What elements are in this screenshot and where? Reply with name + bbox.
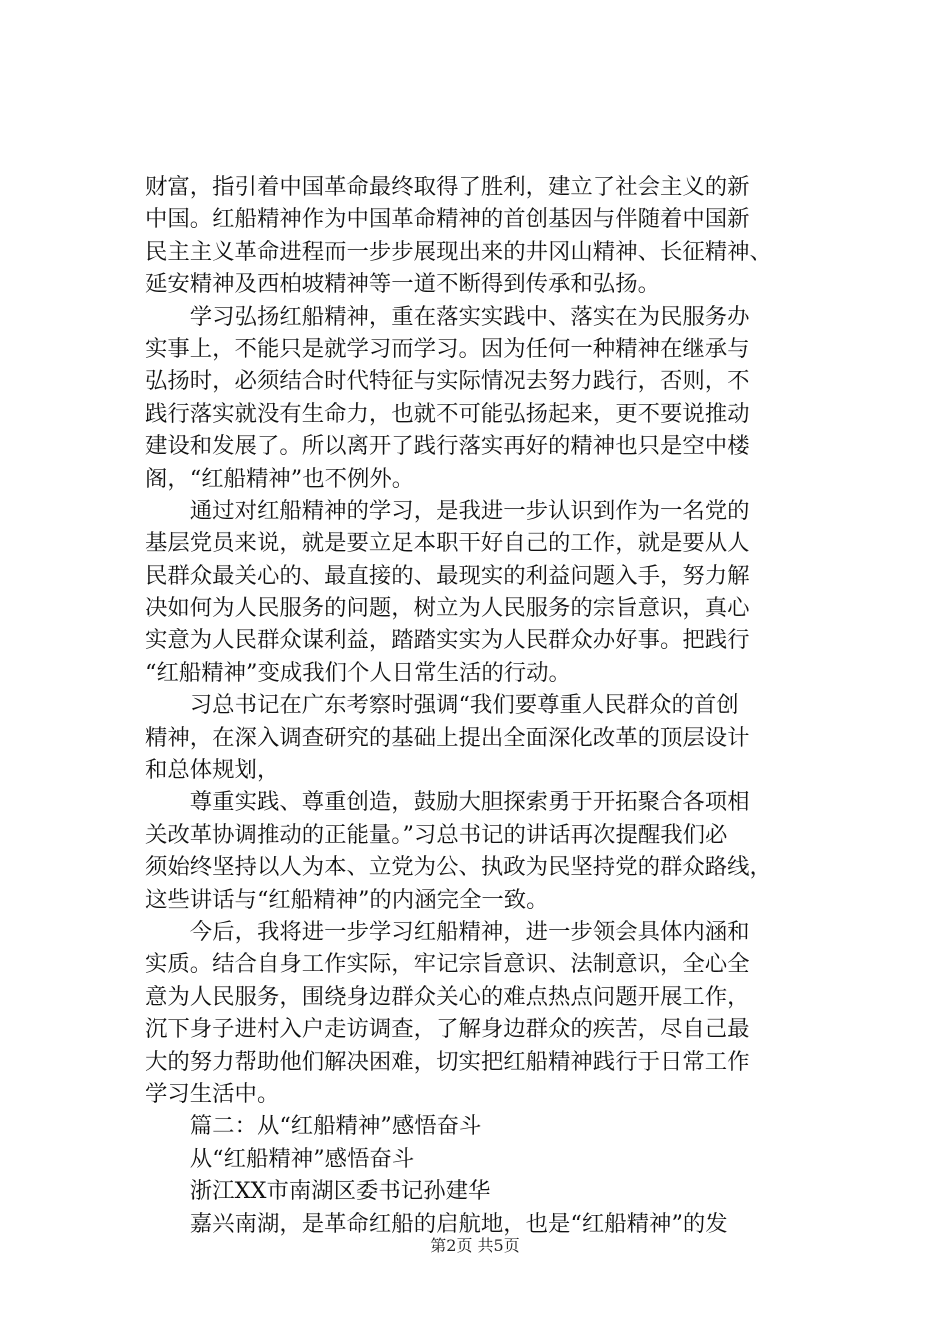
- text-line: 沉下身子进村入户走访调查，了解身边群众的疾苦，尽自己最: [145, 1016, 750, 1043]
- text-line: 基层党员来说，就是要立足本职干好自己的工作，就是要从人: [145, 530, 750, 557]
- text-line: 实事上，不能只是就学习而学习。因为任何一种精神在继承与: [145, 335, 750, 362]
- text-line: 实质。结合自身工作实际，牢记宗旨意识、法制意识，全心全: [145, 951, 750, 978]
- text-line: 学习弘扬红船精神，重在落实实践中、落实在为民服务办: [189, 303, 750, 330]
- text-line: 建设和发展了。所以离开了践行落实再好的精神也只是空中楼: [145, 433, 750, 460]
- text-line: 须始终坚持以人为本、立党为公、执政为民坚持党的群众路线，: [145, 854, 772, 881]
- text-line: 嘉兴南湖，是革命红船的启航地，也是“红船精神”的发: [189, 1210, 728, 1237]
- text-line: 意为人民服务，围绕身边群众关心的难点热点问题开展工作，: [145, 983, 750, 1010]
- text-line: 习总书记在广东考察时强调“我们要尊重人民群众的首创: [189, 692, 739, 719]
- text-line: 决如何为人民服务的问题，树立为人民服务的宗旨意识，真心: [145, 595, 750, 622]
- text-line: 篇二：从“红船精神”感悟奋斗: [189, 1113, 482, 1140]
- document-body: [145, 171, 817, 1240]
- text-line: 大的努力帮助他们解决困难，切实把红船精神践行于日常工作: [145, 1048, 750, 1075]
- text-line: 尊重实践、尊重创造，鼓励大胆探索勇于开拓聚合各项相: [189, 789, 750, 816]
- text-line: 关改革协调推动的正能量。”习总书记的讲话再次提醒我们必: [145, 821, 728, 848]
- page-footer: 第2页 共5页: [430, 1236, 520, 1255]
- text-line: 从“红船精神”感悟奋斗: [189, 1145, 415, 1172]
- text-line: 浙江XX市南湖区委书记孙建华: [189, 1178, 491, 1205]
- text-line: 践行落实就没有生命力，也就不可能弘扬起来，更不要说推动: [145, 400, 750, 427]
- text-line: 通过对红船精神的学习，是我进一步认识到作为一名党的: [189, 497, 750, 524]
- text-line: 今后，我将进一步学习红船精神，进一步领会具体内涵和: [189, 918, 750, 945]
- text-line: 财富，指引着中国革命最终取得了胜利，建立了社会主义的新: [145, 174, 750, 200]
- text-line: 和总体规划，: [145, 757, 280, 784]
- text-line: 延安精神及西柏坡精神等一道不断得到传承和弘扬。: [145, 271, 660, 298]
- text-line: 这些讲话与“红船精神”的内涵完全一致。: [145, 886, 549, 913]
- text-line: 实意为人民群众谋利益，踏踏实实为人民群众办好事。把践行: [145, 627, 750, 654]
- text-line: “红船精神”变成我们个人日常生活的行动。: [145, 659, 571, 686]
- text-line: 阁，“红船精神”也不例外。: [145, 465, 415, 492]
- text-line: 弘扬时，必须结合时代特征与实际情况去努力践行，否则，不: [145, 368, 750, 395]
- text-line: 民群众最关心的、最直接的、最现实的利益问题入手，努力解: [145, 562, 750, 589]
- text-line: 中国。红船精神作为中国革命精神的首创基因与伴随着中国新: [145, 206, 750, 233]
- text-line: 学习生活中。: [145, 1080, 280, 1107]
- text-line: 民主主义革命进程而一步步展现出来的井冈山精神、长征精神、: [145, 238, 772, 265]
- text-line: 精神，在深入调查研究的基础上提出全面深化改革的顶层设计: [145, 724, 750, 751]
